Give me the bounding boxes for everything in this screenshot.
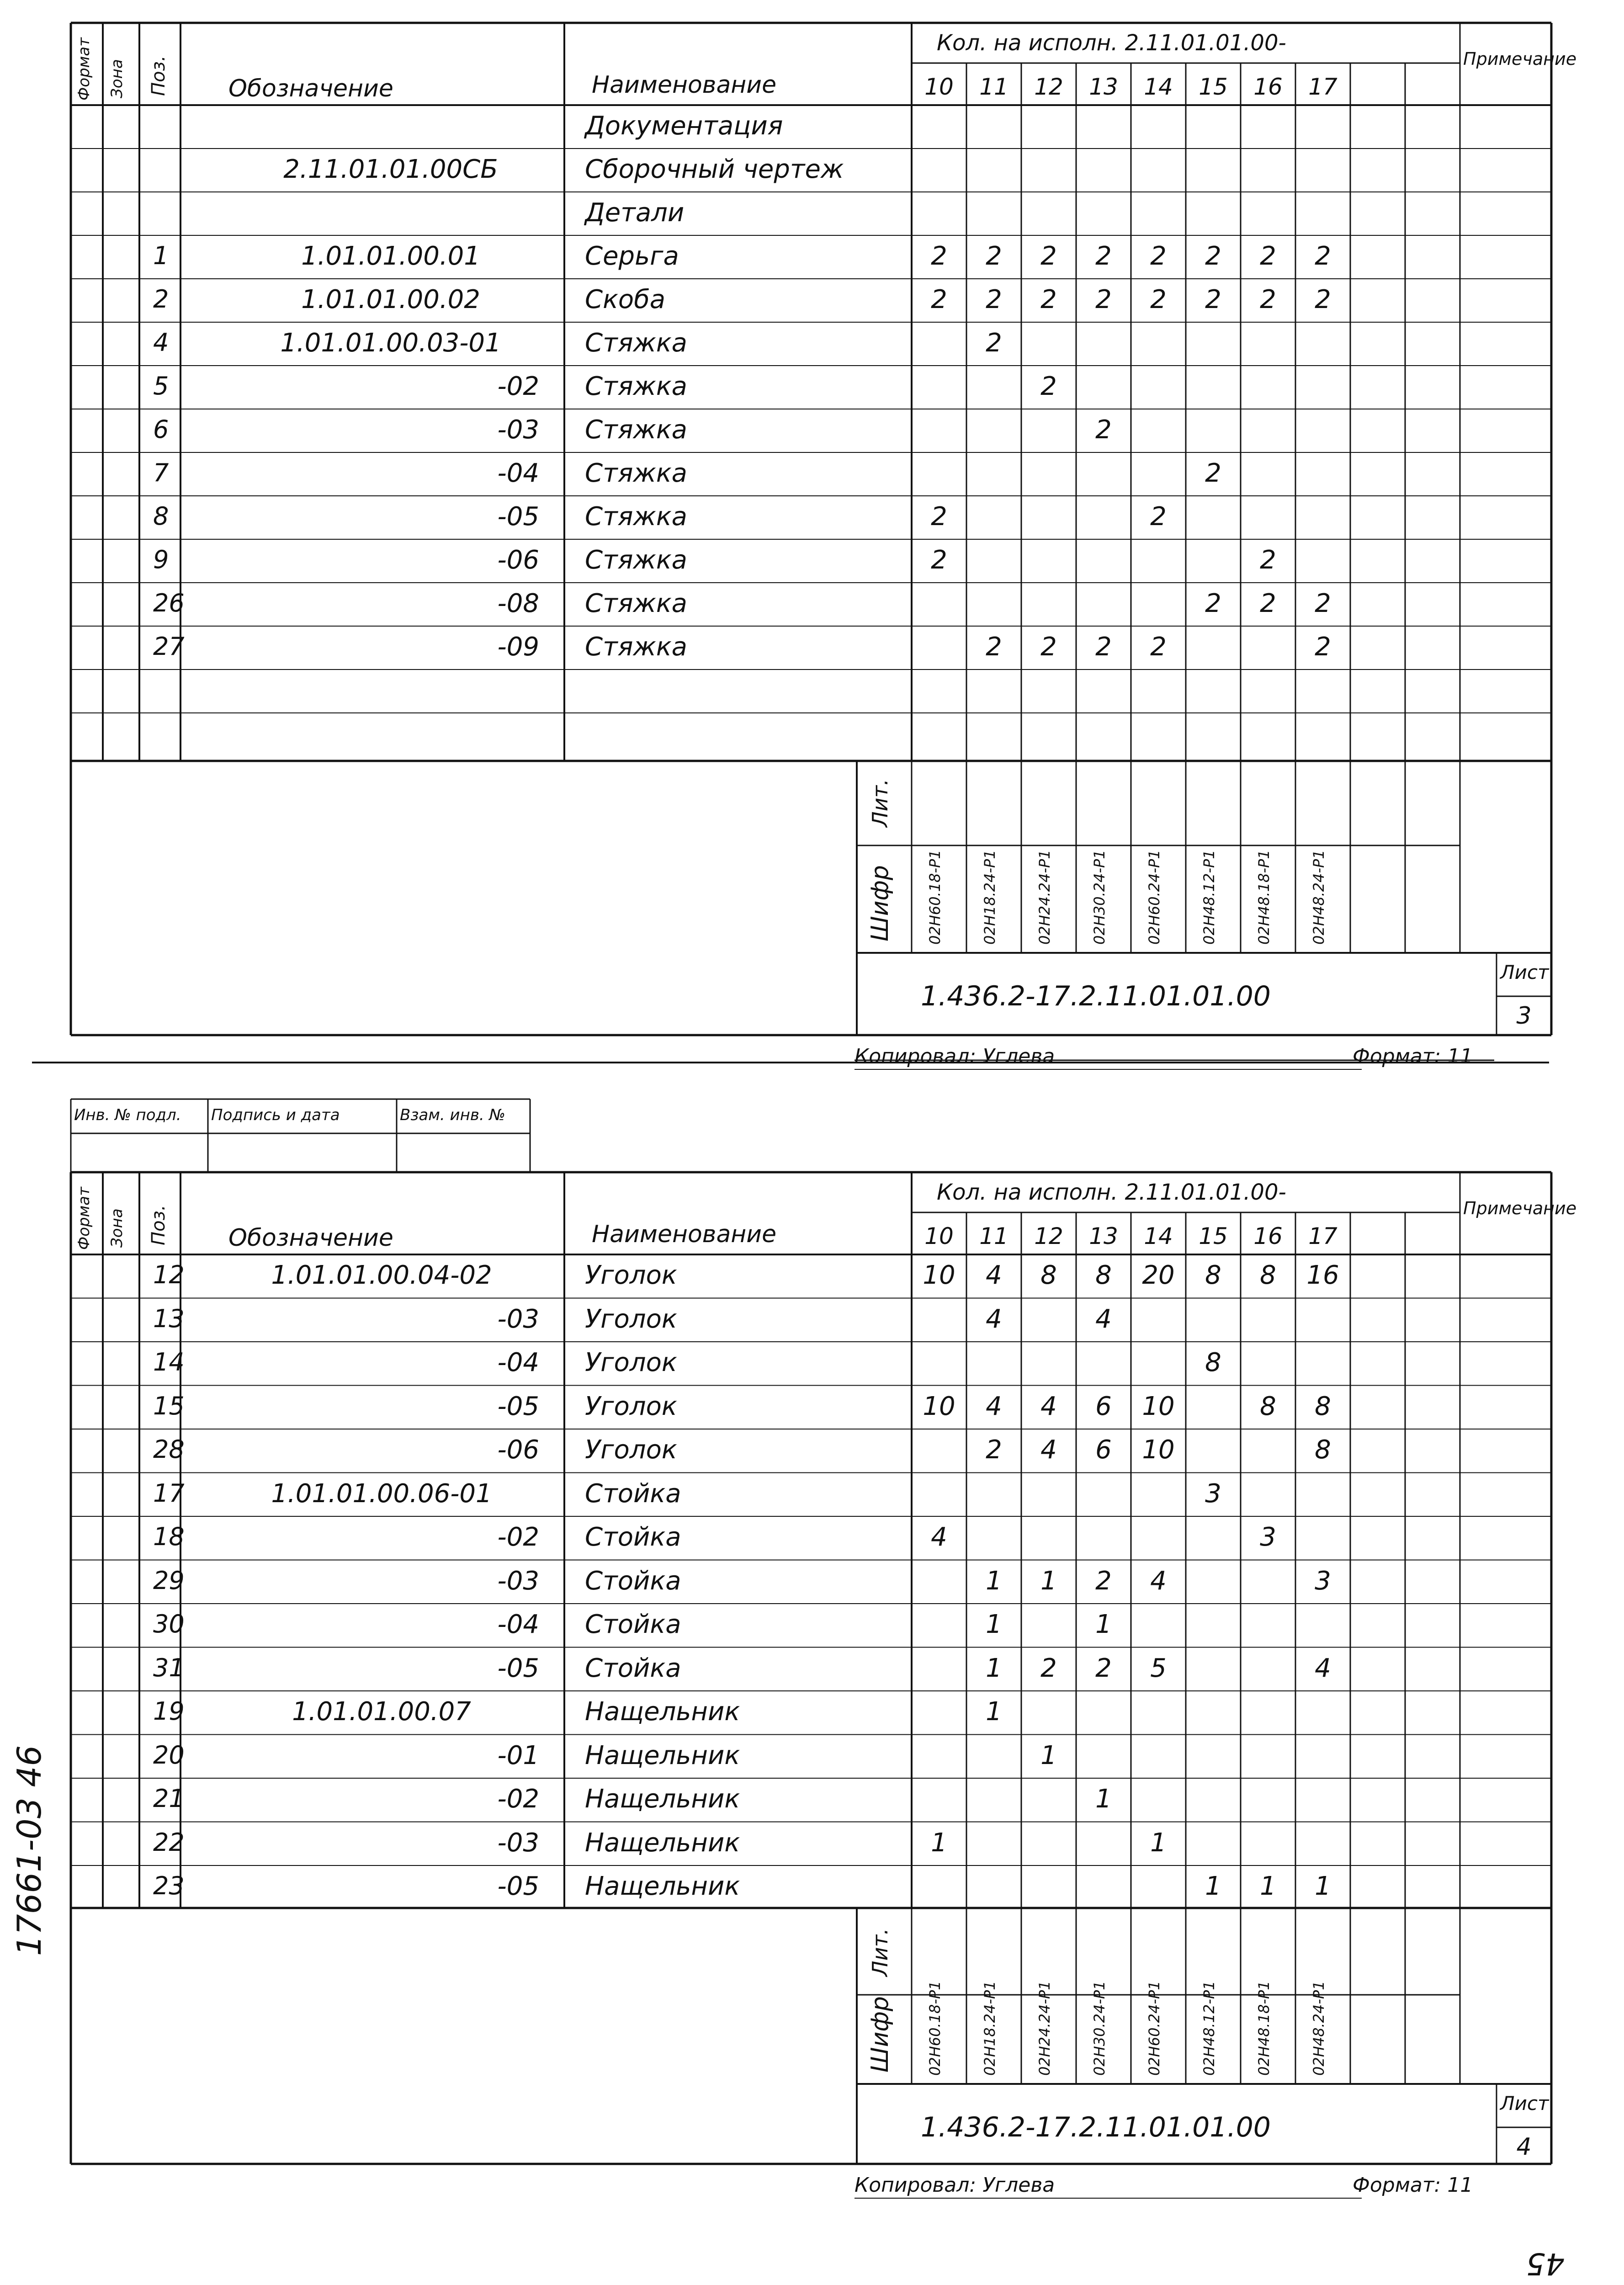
qty-col-header: 10 — [924, 74, 954, 100]
row-name: Скоба — [585, 285, 666, 314]
row-qty: 2 — [986, 285, 1002, 314]
inv-orig-label: Инв. № подл. — [74, 1106, 181, 1124]
qty-col-header: 15 — [1199, 74, 1228, 100]
row-qty: 1 — [1260, 1871, 1276, 1901]
row-designation: -03 — [497, 1566, 539, 1596]
row-qty: 2 — [1150, 632, 1167, 662]
sheet-label: Лист — [1500, 2092, 1549, 2115]
row-qty: 2 — [1205, 241, 1221, 271]
row-name: Уголок — [585, 1391, 677, 1421]
header-note: Примечание — [1463, 1198, 1577, 1218]
row-pos: 12 — [153, 1260, 185, 1289]
cipher-value: 02Н60.18-Р1 — [926, 1981, 944, 2076]
row-name: Нащельник — [585, 1697, 740, 1727]
row-qty: 10 — [1142, 1435, 1175, 1465]
row-name: Стяжка — [585, 372, 687, 401]
row-designation: -02 — [497, 1522, 539, 1552]
row-pos: 2 — [153, 285, 169, 314]
row-qty: 2 — [986, 1435, 1002, 1465]
row-qty: 4 — [931, 1522, 947, 1552]
row-qty: 1 — [1040, 1740, 1057, 1770]
row-qty: 8 — [1260, 1260, 1276, 1290]
row-pos: 7 — [153, 458, 169, 487]
row-qty: 4 — [1040, 1391, 1057, 1421]
row-qty: 3 — [1315, 1566, 1331, 1596]
cipher-label: Шифр — [866, 1996, 894, 2072]
row-pos: 27 — [153, 632, 185, 661]
header-name: Наименование — [592, 71, 777, 99]
header-zone: Зона — [108, 59, 126, 98]
row-designation: -04 — [497, 1610, 539, 1639]
row-name: Уголок — [585, 1435, 677, 1465]
row-qty: 1 — [1205, 1871, 1221, 1901]
row-qty: 4 — [986, 1391, 1002, 1421]
replace-inv-label: Взам. инв. № — [400, 1106, 505, 1124]
row-name: Стойка — [585, 1478, 681, 1509]
row-name: Документация — [585, 111, 783, 141]
row-qty: 8 — [1040, 1260, 1057, 1290]
row-name: Уголок — [585, 1304, 677, 1334]
row-designation: -03 — [497, 1304, 539, 1334]
row-name: Уголок — [585, 1348, 677, 1377]
row-qty: 2 — [1205, 589, 1221, 618]
row-name: Стяжка — [585, 328, 687, 358]
row-qty: 2 — [1315, 285, 1331, 314]
qty-col-header: 13 — [1089, 74, 1118, 100]
row-designation: -02 — [497, 372, 539, 401]
row-qty: 8 — [1205, 1260, 1221, 1290]
row-qty: 2 — [1150, 241, 1167, 271]
header-pos: Поз. — [148, 1205, 169, 1245]
lit-label: Лит. — [868, 1928, 892, 1977]
cipher-value: 02Н48.18-Р1 — [1255, 850, 1273, 945]
format-label: Формат: 11 — [1353, 1045, 1473, 1068]
row-qty: 1 — [1315, 1871, 1331, 1901]
row-qty: 2 — [1095, 1566, 1112, 1596]
header-designation: Обозначение — [228, 75, 393, 102]
row-qty: 2 — [1095, 241, 1112, 271]
row-pos: 18 — [153, 1522, 185, 1551]
row-qty: 4 — [986, 1304, 1002, 1334]
cipher-value: 02Н48.24-Р1 — [1310, 1981, 1327, 2076]
row-qty: 2 — [986, 241, 1002, 271]
row-qty: 1 — [986, 1697, 1002, 1727]
cipher-value: 02Н18.24-Р1 — [981, 1981, 998, 2076]
row-designation: 2.11.01.01.00СБ — [283, 154, 498, 184]
qty-col-header: 17 — [1308, 1223, 1337, 1249]
row-qty: 2 — [1095, 415, 1112, 445]
cipher-value: 02Н30.24-Р1 — [1091, 850, 1108, 945]
cipher-value: 02Н60.24-Р1 — [1146, 850, 1163, 945]
row-name: Нащельник — [585, 1740, 740, 1770]
header-zone: Зона — [108, 1208, 126, 1248]
row-qty: 2 — [931, 285, 947, 314]
row-pos: 19 — [153, 1697, 185, 1726]
cipher-value: 02Н24.24-Р1 — [1036, 850, 1053, 945]
page-number: 45 — [1526, 2246, 1565, 2281]
cipher-value: 02Н18.24-Р1 — [981, 850, 998, 945]
row-qty: 2 — [1205, 285, 1221, 314]
row-pos: 21 — [153, 1784, 185, 1813]
row-designation: -01 — [497, 1740, 539, 1770]
row-qty: 2 — [1205, 458, 1221, 488]
row-qty: 1 — [931, 1828, 947, 1858]
qty-col-header: 14 — [1144, 74, 1173, 100]
row-qty: 2 — [1150, 502, 1167, 531]
row-qty: 5 — [1150, 1653, 1167, 1683]
row-qty: 10 — [923, 1391, 955, 1421]
row-name: Нащельник — [585, 1871, 740, 1901]
qty-col-header: 12 — [1034, 1223, 1063, 1249]
row-qty: 2 — [1315, 589, 1331, 618]
cipher-value: 02Н60.24-Р1 — [1146, 1981, 1163, 2076]
row-qty: 1 — [986, 1566, 1002, 1596]
row-name: Стяжка — [585, 632, 687, 662]
cipher-label: Шифр — [866, 865, 894, 941]
row-pos: 31 — [153, 1653, 185, 1682]
row-qty: 2 — [986, 632, 1002, 662]
row-qty: 8 — [1260, 1391, 1276, 1421]
row-qty: 16 — [1306, 1260, 1339, 1290]
row-designation: -05 — [497, 1653, 539, 1683]
row-name: Стойка — [585, 1522, 681, 1552]
row-qty: 8 — [1205, 1348, 1221, 1377]
copied-by: Копировал: Углева — [854, 1045, 1055, 1068]
row-qty: 2 — [1260, 545, 1276, 575]
row-name: Детали — [585, 198, 685, 228]
row-pos: 1 — [153, 241, 169, 270]
row-qty: 1 — [1040, 1566, 1057, 1596]
row-pos: 22 — [153, 1828, 185, 1857]
row-pos: 28 — [153, 1435, 185, 1464]
row-qty: 1 — [1095, 1784, 1112, 1814]
qty-col-header: 17 — [1308, 74, 1337, 100]
row-qty: 10 — [1142, 1391, 1175, 1421]
cipher-value: 02Н48.24-Р1 — [1310, 850, 1327, 945]
row-pos: 13 — [153, 1304, 185, 1333]
row-qty: 2 — [1095, 1653, 1112, 1683]
row-qty: 8 — [1315, 1391, 1331, 1421]
cipher-value: 02Н48.18-Р1 — [1255, 1981, 1273, 2076]
row-pos: 29 — [153, 1566, 185, 1595]
row-pos: 15 — [153, 1391, 185, 1420]
row-qty: 2 — [931, 502, 947, 531]
row-qty: 8 — [1095, 1260, 1112, 1290]
cipher-value: 02Н30.24-Р1 — [1091, 1981, 1108, 2076]
row-qty: 1 — [1095, 1610, 1112, 1639]
row-qty: 1 — [986, 1610, 1002, 1639]
sign-date-label: Подпись и дата — [211, 1106, 340, 1124]
cipher-value: 02Н24.24-Р1 — [1036, 1981, 1053, 2076]
cipher-value: 02Н48.12-Р1 — [1200, 850, 1218, 945]
row-pos: 26 — [153, 589, 185, 617]
row-designation: -04 — [497, 1348, 539, 1377]
row-pos: 4 — [153, 328, 169, 357]
row-qty: 2 — [1260, 285, 1276, 314]
row-pos: 14 — [153, 1348, 185, 1376]
row-qty: 2 — [1040, 372, 1057, 401]
row-designation: 1.01.01.00.07 — [292, 1697, 471, 1727]
row-pos: 30 — [153, 1610, 185, 1638]
row-name: Нащельник — [585, 1828, 740, 1858]
row-pos: 17 — [153, 1478, 185, 1508]
sheet-number: 4 — [1516, 2133, 1532, 2161]
sheet-label: Лист — [1500, 961, 1549, 983]
row-qty: 2 — [1260, 241, 1276, 271]
row-designation: -08 — [497, 589, 539, 618]
sheet-number: 3 — [1516, 1002, 1532, 1030]
row-name: Нащельник — [585, 1784, 740, 1814]
row-name: Стяжка — [585, 415, 687, 445]
row-designation: -09 — [497, 632, 539, 662]
row-name: Стяжка — [585, 589, 687, 618]
header-qty-title: Кол. на исполн. 2.11.01.01.00- — [937, 30, 1286, 56]
header-name: Наименование — [592, 1221, 777, 1248]
row-qty: 2 — [1040, 632, 1057, 662]
cipher-value: 02Н48.12-Р1 — [1200, 1981, 1218, 2076]
row-qty: 2 — [1040, 241, 1057, 271]
row-name: Сборочный чертеж — [585, 154, 844, 184]
qty-col-header: 10 — [924, 1223, 954, 1249]
row-pos: 9 — [153, 545, 169, 574]
row-name: Стяжка — [585, 545, 687, 575]
row-qty: 2 — [1315, 241, 1331, 271]
lit-label: Лит. — [868, 779, 892, 827]
row-designation: -03 — [497, 415, 539, 445]
row-qty: 4 — [1095, 1304, 1112, 1334]
cipher-value: 02Н60.18-Р1 — [926, 850, 944, 945]
row-qty: 2 — [1150, 285, 1167, 314]
row-name: Стяжка — [585, 458, 687, 488]
row-name: Уголок — [585, 1260, 677, 1290]
row-designation: 1.01.01.00.01 — [301, 241, 480, 271]
row-name: Стойка — [585, 1566, 681, 1596]
qty-col-header: 15 — [1199, 1223, 1228, 1249]
qty-col-header: 11 — [979, 1223, 1008, 1249]
qty-col-header: 16 — [1253, 74, 1283, 100]
row-qty: 2 — [1040, 285, 1057, 314]
format-label: Формат: 11 — [1353, 2173, 1473, 2197]
row-designation: -04 — [497, 458, 539, 488]
row-qty: 1 — [1150, 1828, 1167, 1858]
row-name: Стойка — [585, 1610, 681, 1639]
qty-col-header: 11 — [979, 74, 1008, 100]
row-designation: -05 — [497, 1391, 539, 1421]
row-qty: 2 — [1315, 632, 1331, 662]
header-designation: Обозначение — [228, 1224, 393, 1252]
row-pos: 8 — [153, 502, 169, 531]
row-designation: -06 — [497, 1435, 539, 1465]
header-pos: Поз. — [148, 55, 169, 96]
row-designation: -03 — [497, 1828, 539, 1858]
row-designation: 1.01.01.00.03-01 — [280, 328, 501, 358]
row-name: Стойка — [585, 1653, 681, 1683]
qty-col-header: 14 — [1144, 1223, 1173, 1249]
row-designation: 1.01.01.00.04-02 — [271, 1260, 492, 1290]
row-designation: -05 — [497, 1871, 539, 1901]
row-designation: -05 — [497, 502, 539, 531]
row-qty: 2 — [1095, 632, 1112, 662]
row-qty: 6 — [1095, 1391, 1112, 1421]
row-name: Серьга — [585, 241, 679, 271]
row-qty: 4 — [1315, 1653, 1331, 1683]
qty-col-header: 13 — [1089, 1223, 1118, 1249]
row-qty: 8 — [1315, 1435, 1331, 1465]
header-format: Формат — [75, 37, 93, 101]
header-note: Примечание — [1463, 49, 1577, 69]
row-qty: 2 — [1040, 1653, 1057, 1683]
row-qty: 1 — [986, 1653, 1002, 1683]
row-qty: 4 — [1040, 1435, 1057, 1465]
row-designation: -06 — [497, 545, 539, 575]
row-qty: 6 — [1095, 1435, 1112, 1465]
doc-code: 1.436.2-17.2.11.01.01.00 — [921, 980, 1271, 1012]
row-name: Стяжка — [585, 502, 687, 531]
row-qty: 4 — [986, 1260, 1002, 1290]
row-qty: 2 — [1095, 285, 1112, 314]
row-designation: -02 — [497, 1784, 539, 1814]
row-pos: 5 — [153, 372, 169, 400]
row-qty: 3 — [1205, 1478, 1221, 1509]
header-format: Формат — [75, 1187, 93, 1250]
row-pos: 23 — [153, 1871, 185, 1900]
row-qty: 3 — [1260, 1522, 1276, 1552]
qty-col-header: 12 — [1034, 74, 1063, 100]
side-archive-stamp: 17661-03 46 — [10, 1745, 48, 1956]
row-qty: 2 — [931, 241, 947, 271]
row-qty: 4 — [1150, 1566, 1167, 1596]
row-pos: 20 — [153, 1740, 185, 1770]
row-designation: 1.01.01.00.06-01 — [271, 1478, 492, 1509]
row-qty: 2 — [931, 545, 947, 575]
qty-col-header: 16 — [1253, 1223, 1283, 1249]
row-pos: 6 — [153, 415, 169, 444]
row-qty: 20 — [1142, 1260, 1175, 1290]
row-qty: 10 — [923, 1260, 955, 1290]
row-designation: 1.01.01.00.02 — [301, 285, 480, 314]
row-qty: 2 — [1260, 589, 1276, 618]
doc-code: 1.436.2-17.2.11.01.01.00 — [921, 2111, 1271, 2143]
header-qty-title: Кол. на исполн. 2.11.01.01.00- — [937, 1180, 1286, 1205]
row-qty: 2 — [986, 328, 1002, 358]
copied-by: Копировал: Углева — [854, 2173, 1055, 2197]
